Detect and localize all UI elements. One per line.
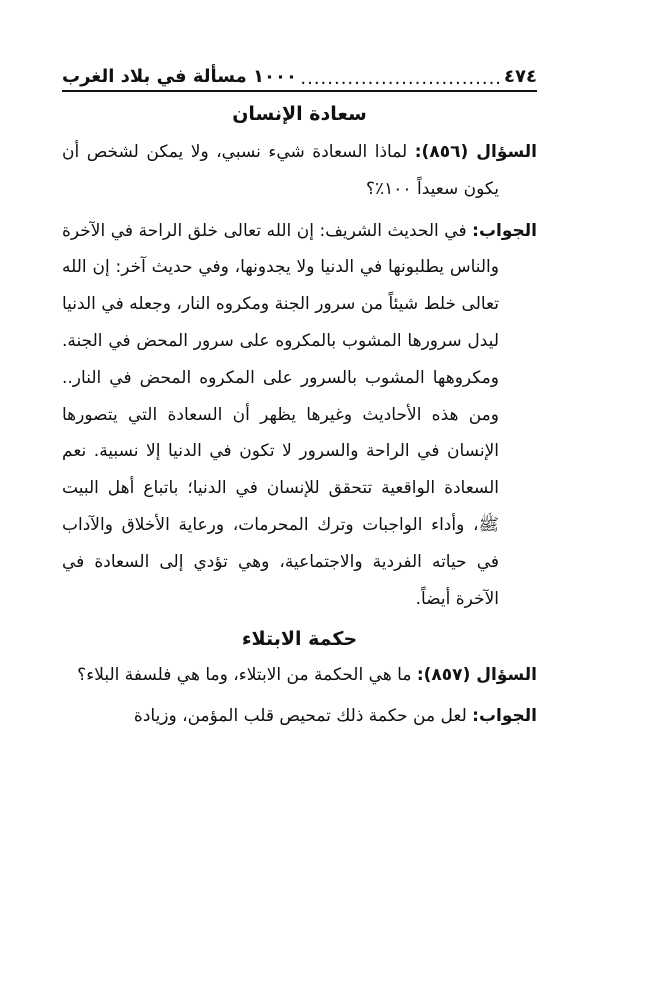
answer-label: الجواب:: [472, 706, 537, 727]
answer-857: [62, 698, 537, 735]
question-label: السؤال (٨٥٦):: [414, 142, 537, 162]
answer-label: الجواب:: [472, 220, 537, 241]
question-label: السؤال (٨٥٧):: [416, 665, 537, 686]
answer-856: [62, 213, 537, 618]
book-page: [62, 58, 537, 735]
answer-text: لعل من حكمة ذلك تمحيص قلب المؤمن، وزيادة: [133, 706, 467, 727]
header-dot-leader: ..............................: [300, 68, 503, 89]
question-text: ما هي الحكمة من الابتلاء، وما هي فلسفة البلاء؟: [77, 665, 412, 686]
answer-text: في الحديث الشريف: إن الله تعالى خلق الراحة في الآخرة والناس يطلبونها في الدنيا ولا يجدونها، وفي حديث آخر: إن الله تعالى خلط شيئاً من سرور الجنة ومكروه النار، وجعله في الدنيا ليدل سرورها المشوب بالمكروه على سرور المحض في الجنة. ومكروهها المشوب بالسرور على المكروه المحض في النار.. ومن هذه الأحاديث وغيرها يظهر أن السعادة التي يتصورها الإنسان في الراحة والسرور لا تكون في الدنيا إلا نسبية. نعم السعادة الواقعية تتحقق للإنسان في الدنيا؛ باتباع أهل البيت ﷺ، وأداء الواجبات وترك المحرمات، ورعاية الأخلاق والآداب في حياته الفردية والاجتماعية، وهي تؤدي إلى السعادة في الآخرة أيضاً.: [62, 220, 499, 609]
section-title-happiness: سعادة الإنسان: [232, 103, 367, 125]
page-number: ٤٧٤: [504, 66, 537, 87]
section-title-trial-wisdom: حكمة الابتلاء: [241, 628, 358, 651]
question-856: [62, 134, 537, 208]
question-text: لماذا السعادة شيء نسبي، ولا يمكن لشخص أن يكون سعيداً ١٠٠٪؟: [62, 142, 499, 199]
running-header: [62, 58, 537, 92]
book-title: ١٠٠٠ مسألة في بلاد الغرب: [62, 66, 297, 87]
question-857: [62, 657, 537, 694]
